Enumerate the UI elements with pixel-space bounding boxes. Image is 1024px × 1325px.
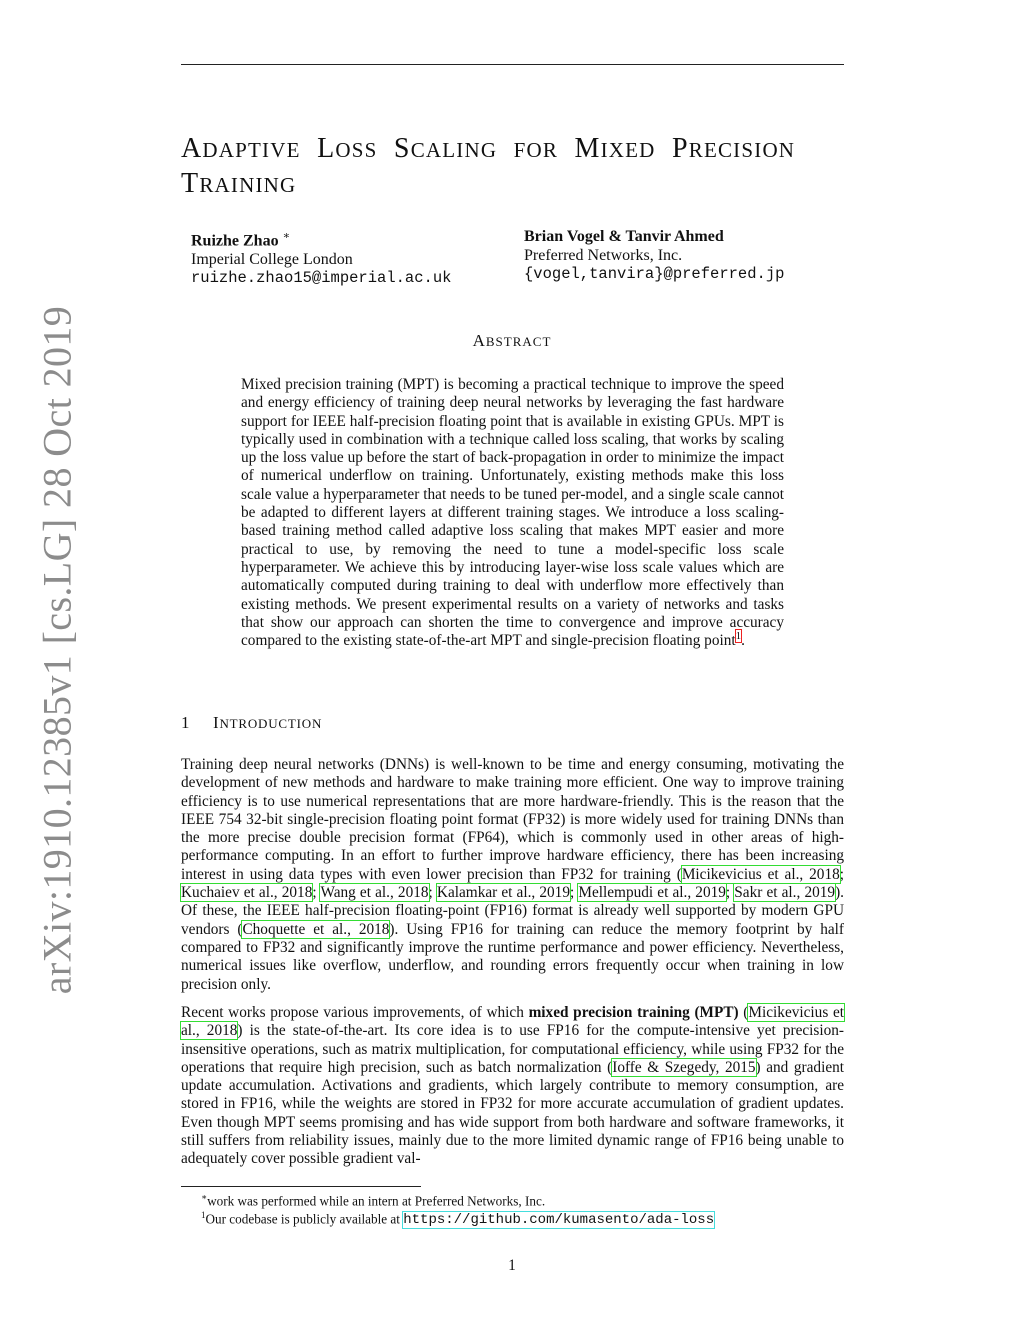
citation-link[interactable]: Micikevicius et al., 2018 xyxy=(181,1004,844,1040)
author-name: Ruizhe Zhao xyxy=(191,232,279,250)
citation-link[interactable]: Micikevicius et al., 2018 xyxy=(681,865,840,883)
author-name: Brian Vogel & Tanvir Ahmed xyxy=(524,228,724,245)
author-block-left xyxy=(191,227,451,288)
section-heading: 1 INTRODUCTION xyxy=(181,713,323,732)
citation-link[interactable]: Sakr et al., 2019 xyxy=(734,884,836,902)
intro-paragraph-2: Recent works propose various improvements, of which mixed precision training (MPT) (Micikevicius et al., 2018) is the state-of-the-art. Its core idea is to use FP16 for the compute-intensive yet precision-insensitive operations, such as matrix multiplication, for computational efficiency, while using FP32 for the operations that require high precision, such as batch normalization (Ioffe & Szegedy, 2015) and gradient update accumulation. Activations and gradients, which largely contribute to memory consumption, are stored in FP16, while the weights are stored in FP32 for more accurate accumulation of gradient updates. Even though MPT seems promising and has wide support from both hardware and software frameworks, it still suffers from reliability issues, mainly due to the more limited dynamic range of FP16 being unable to adequately cover possible gradient val- xyxy=(181,1004,845,1168)
abstract-text xyxy=(241,376,784,650)
abstract-paragraph: Mixed precision training (MPT) is becoming a practical technique to improve the speed and energy efficiency of training deep neural networks by leveraging the fast hardware support for IEEE half-precision floating point that is available in existing GPUs. MPT is typically used in combination with a technique called loss scaling, that works by scaling up the loss value up before the start of back-propagation in order to minimize the impact of numerical underflow on training. Unfortunately, existing methods make this loss scale value a hyperparameter that needs to be tuned per-model, and a single scale cannot be adapted to different layers at different training stages. We introduce a loss scaling-based training method called adaptive loss scaling that makes MPT easier and more practical to use, by removing the need to tune a model-specific loss scale hyperparameter. We achieve this by introducing layer-wise loss scale values which are automatically computed during training to deal with underflow more effectively than existing methods. We present experimental results on a variety of networks and tasks that show our approach can shorten the time to convergence and improve accuracy compared to the existing state-of-the-art MPT and single-precision floating point xyxy=(241,376,784,650)
author-email: {vogel,tanvira}@preferred.jp xyxy=(524,265,785,283)
title-word: FOR xyxy=(513,138,559,162)
title-word: SCALING xyxy=(393,133,498,164)
title-word: MIXED xyxy=(574,133,656,164)
author-affiliation: Preferred Networks, Inc. xyxy=(524,247,683,264)
page-number: 1 xyxy=(508,1257,516,1274)
author-block-right xyxy=(524,227,784,284)
paper-title xyxy=(181,132,846,202)
citation-link[interactable]: Ioffe & Szegedy, 2015 xyxy=(612,1058,756,1076)
author-footnote-mark[interactable]: ∗ xyxy=(282,230,291,242)
arxiv-identifier[interactable]: arXiv:1910.12385v1 [cs.LG] 28 Oct 2019 xyxy=(34,305,80,995)
author-affiliation: Imperial College London xyxy=(191,251,353,269)
footnote-1: ∗work was performed while an intern at Preferred Networks, Inc. xyxy=(201,1192,546,1209)
citation-link[interactable]: Kalamkar et al., 2019 xyxy=(436,884,570,902)
title-word: PRECISION xyxy=(671,133,796,164)
footnote-2: $^1$Our codebase is publicly available at https://github.com/kumasento/ada-loss xyxy=(201,1210,715,1229)
footnote-ref-link[interactable]: 1 xyxy=(735,630,742,643)
abstract-end: . xyxy=(741,632,745,650)
citation-link[interactable]: Mellempudi et al., 2019 xyxy=(578,884,726,902)
citation-link[interactable]: Wang et al., 2018 xyxy=(320,884,429,902)
citation-link[interactable]: Kuchaiev et al., 2018 xyxy=(181,884,313,902)
codebase-url-link[interactable]: https://github.com/kumasento/ada-loss xyxy=(403,1212,715,1229)
title-word: TRAINING xyxy=(181,168,297,199)
footnote-rule xyxy=(181,1186,421,1187)
citation-link[interactable]: Choquette et al., 2018 xyxy=(242,920,390,938)
top-rule xyxy=(181,64,844,65)
abstract-heading: ABSTRACT xyxy=(472,331,552,350)
title-word: LOSS xyxy=(317,133,378,164)
intro-paragraph-1: Training deep neural networks (DNNs) is well-known to be time and energy consuming, motivating the development of new methods and hardware to make training more efficient. One way to improve training efficiency is to use numerical representations that are more hardware-friendly. This is the reason that the IEEE 754 32-bit single-precision floating point format (FP32) is more widely used for training DNNs than the more precise double precision format (FP64), which is commonly used in other areas of high-performance computing. In an effort to further improve hardware efficiency, there has been increasing interest in using data types with even lower precision than FP32 for training (Micikevicius et al., 2018; Kuchaiev et al., 2018; Wang et al., 2018; Kalamkar et al., 2019; Mellempudi et al., 2019; Sakr et al., 2019). Of these, the IEEE half-precision floating-point (FP16) format is already well supported by modern GPU vendors (Choquette et al., 2018). Using FP16 for training can reduce the memory footprint by half compared to FP32 and significantly improve the runtime performance and power efficiency. Nevertheless, numerical issues like overflow, underflow, and rounding errors frequently occur when training in low precision only. xyxy=(181,756,844,993)
title-word: ADAPTIVE xyxy=(181,133,301,164)
author-email: ruizhe.zhao15@imperial.ac.uk xyxy=(191,269,452,288)
